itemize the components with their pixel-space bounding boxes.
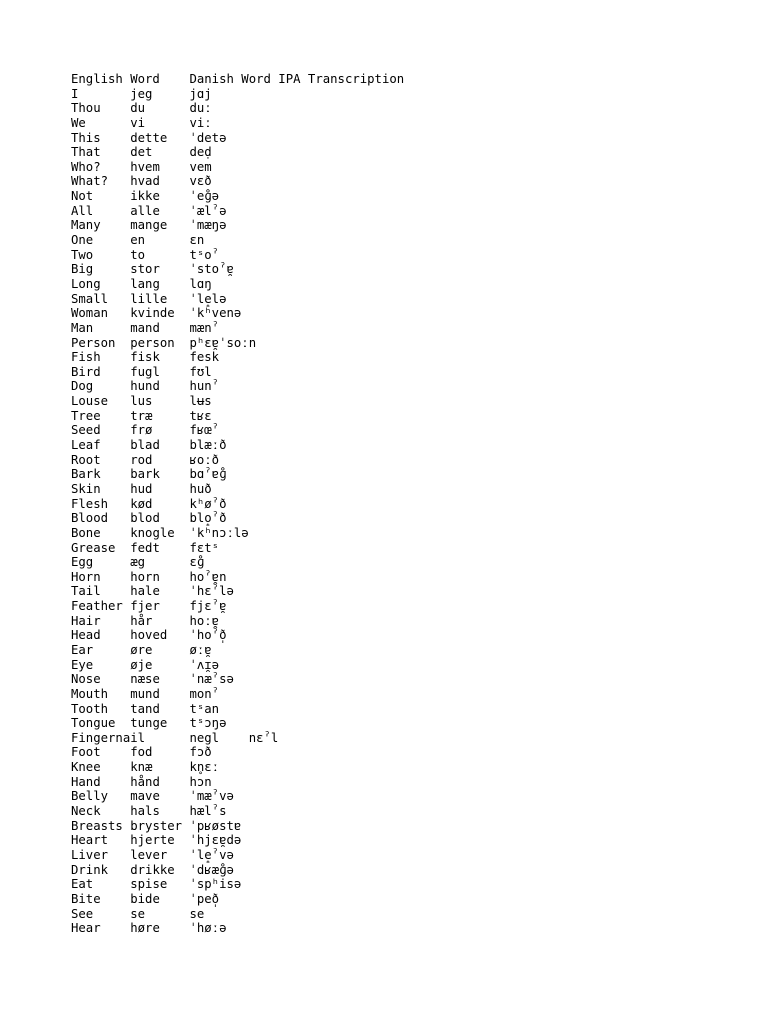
word-row: Woman kvinde ˈkʰvenə (71, 306, 242, 321)
word-row: Bark bark bɑˀɐɡ̊ (71, 467, 227, 482)
word-row: Louse lus lʉs (71, 394, 212, 409)
word-row: Bone knogle ˈkʰnɔːlə (71, 525, 249, 540)
word-row: Hear høre ˈhøːə (71, 921, 227, 936)
word-row: Tail hale ˈhɛˀlə (71, 584, 234, 599)
word-row: Hand hånd hɔn (71, 774, 212, 789)
word-row: Belly mave ˈmæˀvə (71, 789, 234, 804)
word-list-document (71, 72, 404, 936)
word-row: Tree træ tʁɛ (71, 408, 212, 423)
word-row: This dette ˈdetə (71, 130, 227, 145)
word-row: Bite bide ˈpeð̩ (71, 891, 220, 906)
word-row: Eat spise ˈspʰisə (71, 877, 242, 892)
word-row: Fingernail negl nɛˀl (71, 730, 279, 745)
header-line: English Word Danish Word IPA Transcription (71, 72, 405, 86)
word-row: Eye øje ˈʌɪ̯ə (71, 657, 220, 672)
word-row: Long lang lɑŋ (71, 276, 212, 291)
word-row: Blood blod blo̝ˀð (71, 511, 227, 526)
word-row: Not ikke ˈeɡ̊ə (71, 189, 220, 204)
word-row: Flesh kød kʰøˀð (71, 496, 227, 511)
word-row: Big stor ˈstoˀɐ̯ (71, 262, 234, 277)
word-row: Tooth tand tˢan (71, 701, 220, 716)
word-row: Skin hud huð (71, 481, 212, 496)
word-row: Horn horn hoˀɐ̯n (71, 569, 227, 584)
word-row: Who? hvem vem (71, 159, 212, 174)
word-row: Egg æg ɛɡ̊ (71, 555, 205, 570)
word-row: What? hvad vɛð (71, 174, 212, 189)
word-row: We vi viː (71, 115, 212, 130)
word-row: Seed frø fʁœˀ (71, 423, 220, 438)
word-row: Small lille ˈle̝lə (71, 291, 227, 306)
word-row: Mouth mund monˀ (71, 686, 220, 701)
word-row: Nose næse ˈnæˀsə (71, 672, 234, 687)
word-row: Heart hjerte ˈhjɛɐ̯də (71, 833, 242, 848)
word-row: All alle ˈælˀə (71, 203, 227, 218)
word-row: Tongue tunge tˢɔŋə (71, 716, 227, 731)
word-row: Bird fugl fʊl (71, 364, 212, 379)
word-row: Dog hund hunˀ (71, 379, 220, 394)
word-row: Thou du duː (71, 101, 212, 116)
word-row: Feather fjer fjɛˀɐ̯ (71, 599, 227, 614)
word-row: Head hoved ˈhoˀð̩ (71, 628, 227, 643)
word-row: I jeg jɑj (71, 86, 212, 101)
word-row: Many mange ˈmæŋə (71, 218, 227, 233)
word-row: Man mand mænˀ (71, 320, 220, 335)
word-row: That det deḍ (71, 145, 212, 160)
word-row: Grease fedt fɛtˢ (71, 540, 220, 555)
word-row: Fish fisk fesk (71, 350, 220, 365)
word-row: Drink drikke ˈdʁæɡ̊ə (71, 862, 234, 877)
word-row: See se se (71, 906, 205, 921)
word-row: Neck hals hælˀs (71, 804, 227, 819)
word-row: Hair hår hoːɐ̯ (71, 613, 220, 628)
word-row: Leaf blad blæːð (71, 438, 227, 453)
word-row: Liver lever ˈle̝ˀvə (71, 847, 234, 862)
word-row: Root rod ʁoːð (71, 452, 220, 467)
word-row: Foot fod fɔð (71, 745, 212, 760)
word-row: Breasts bryster ˈpʁøstɐ (71, 818, 242, 833)
word-row: Knee knæ kn̥ɛː (71, 760, 220, 775)
word-row: Two to tˢoˀ (71, 247, 220, 262)
word-row: One en ɛn (71, 233, 205, 248)
word-row: Ear øre øːɐ̯ (71, 642, 212, 657)
word-row: Person person pʰɛɐ̯ˈsoːn (71, 335, 257, 350)
